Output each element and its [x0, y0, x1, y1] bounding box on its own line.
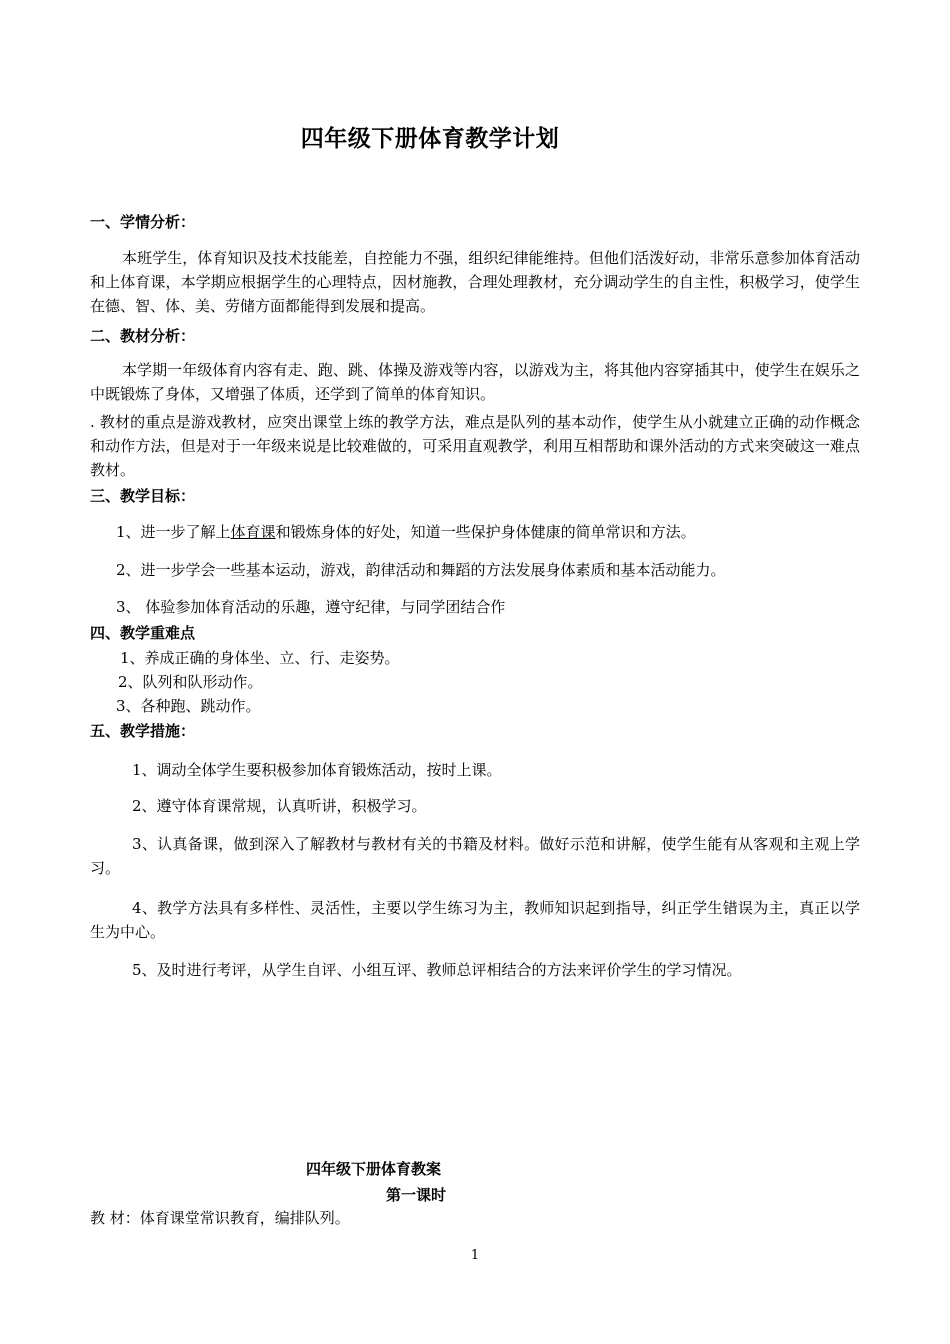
pe-class-link[interactable]: 体育课 — [230, 523, 276, 541]
lesson-plan-title: 四年级下册体育教案 — [306, 1160, 442, 1178]
page-title: 四年级下册体育教学计划 — [300, 126, 560, 152]
page-number: 1 — [470, 1248, 480, 1263]
section-2-paragraph-1: 本学期一年级体育内容有走、跑、跳、体操及游戏等内容，以游戏为主，将其他内容穿插其中，使学生在娱乐之中既锻炼了身体，又增强了体质，还学到了简单的体育知识。 — [90, 361, 860, 403]
goal-item-1 — [116, 522, 696, 542]
section-heading-5: 五、教学措施： — [90, 722, 196, 740]
measure-item-3: 3、认真备课，做到深入了解教材与教材有关的书籍及材料。做好示范和讲解，使学生能有从客观和主观上学习。 — [90, 835, 860, 877]
section-heading-3: 三、教学目标： — [90, 487, 196, 505]
section-heading-2: 二、教材分析： — [90, 327, 196, 345]
section-2-paragraph-2: . 教材的重点是游戏教材，应突出课堂上练的教学方法，难点是队列的基本动作，使学生从小就建立正确的动作概念和动作方法，但是对于一年级来说是比较难做的，可采用直观教学，利用互相帮助和课外活动的方式来突破这一难点教材。 — [90, 413, 860, 479]
goal-item-1-text-b: 和锻炼身体的好处，知道一些保护身体健康的简单常识和方法。 — [275, 523, 696, 541]
goal-item-2: 2、进一步学会一些基本运动，游戏，韵律活动和舞蹈的方法发展身体素质和基本活动能力。 — [116, 561, 726, 579]
key-point-2: 2、队列和队形动作。 — [118, 673, 263, 691]
measure-item-2: 2、遵守体育课常规，认真听讲，积极学习。 — [132, 797, 427, 815]
measure-item-5: 5、及时进行考评，从学生自评、小组互评、教师总评相结合的方法来评价学生的学习情况。 — [132, 961, 742, 979]
goal-item-1-text-a: 1、进一步了解上 — [116, 523, 231, 541]
measure-item-1: 1、调动全体学生要积极参加体育锻炼活动，按时上课。 — [132, 761, 502, 779]
key-point-3: 3、各种跑、跳动作。 — [116, 697, 261, 715]
section-heading-4: 四、教学重难点 — [90, 624, 196, 642]
lesson-material: 教 材：体育课堂常识教育，编排队列。 — [90, 1209, 350, 1227]
section-heading-1: 一、学情分析： — [90, 213, 196, 231]
key-point-1: 1、养成正确的身体坐、立、行、走姿势。 — [120, 649, 400, 667]
lesson-period: 第一课时 — [386, 1186, 447, 1204]
measure-item-4: 4、教学方法具有多样性、灵活性，主要以学生练习为主，教师知识起到指导，纠正学生错误为主，真正以学生为中心。 — [90, 899, 860, 941]
section-1-paragraph: 本班学生，体育知识及技术技能差，自控能力不强，组织纪律能维持。但他们活泼好动，非常乐意参加体育活动和上体育课，本学期应根据学生的心理特点，因材施教，合理处理教材，充分调动学生的自主性，积极学习，使学生在德、智、体、美、劳储方面都能得到发展和提高。 — [90, 249, 860, 315]
goal-item-3: 3、 体验参加体育活动的乐趣，遵守纪律，与同学团结合作 — [116, 598, 506, 616]
